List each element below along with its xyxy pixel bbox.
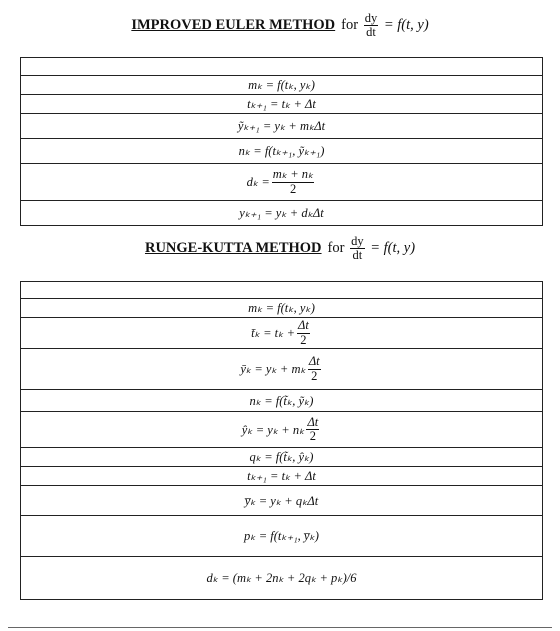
equation-cell bbox=[21, 95, 543, 114]
equation-row bbox=[21, 467, 543, 486]
rk-derivative-num: dy bbox=[351, 234, 364, 248]
equation-lhs: ŷₖ = yₖ + nₖ bbox=[241, 422, 305, 437]
euler-title: IMPROVED EULER METHOD bbox=[131, 16, 336, 33]
equation-lhs: ȳₖ = yₖ + mₖ bbox=[240, 362, 306, 376]
equation-row bbox=[21, 349, 543, 390]
rk-heading bbox=[0, 235, 560, 262]
equation-row bbox=[21, 114, 543, 139]
table-spacer-row bbox=[21, 282, 543, 299]
rk-derivative-fraction bbox=[350, 235, 365, 262]
equation-cell bbox=[21, 557, 543, 600]
fraction-numerator: Δt bbox=[298, 318, 309, 333]
equation-cell bbox=[21, 114, 543, 139]
equation-cell bbox=[21, 318, 543, 349]
equation-cell bbox=[21, 486, 543, 516]
table-spacer-cell bbox=[21, 58, 543, 76]
equation-fraction bbox=[297, 319, 310, 346]
equation-row bbox=[21, 201, 543, 226]
page-bottom-rule bbox=[8, 627, 552, 628]
equation-text: yₖ₊₁ = yₖ + dₖΔt bbox=[239, 206, 324, 221]
equation-text: y̅ₖ = yₖ + qₖΔt bbox=[244, 493, 319, 508]
equation-text: mₖ = f(tₖ, yₖ) bbox=[248, 301, 315, 316]
equation-cell bbox=[21, 139, 543, 164]
equation-row bbox=[21, 516, 543, 557]
equation-fraction bbox=[306, 416, 319, 443]
fraction-denominator: 2 bbox=[309, 429, 316, 443]
equation-text: tₖ₊₁ = tₖ + Δt bbox=[247, 469, 316, 484]
equation-row bbox=[21, 299, 543, 318]
fraction-numerator: mₖ + nₖ bbox=[272, 167, 314, 182]
equation-text: pₖ = f(tₖ₊₁, y̅ₖ) bbox=[244, 529, 319, 544]
rk-derivative-rhs: = f(t, y) bbox=[370, 239, 416, 256]
equation-row bbox=[21, 390, 543, 412]
rk-steps-table bbox=[20, 281, 543, 600]
table-spacer-cell bbox=[21, 282, 543, 299]
rk-for-word: for bbox=[327, 239, 345, 256]
equation-text: ỹₖ₊₁ = yₖ + mₖΔt bbox=[237, 119, 326, 134]
equation-fraction bbox=[272, 168, 315, 195]
fraction-denominator: 2 bbox=[289, 181, 297, 196]
equation-text: qₖ = f(t̃ₖ, ŷₖ) bbox=[249, 450, 314, 465]
rk-title: RUNGE-KUTTA METHOD bbox=[144, 239, 322, 256]
euler-steps-table bbox=[20, 57, 543, 226]
euler-derivative-fraction bbox=[364, 12, 379, 39]
equation-text: nₖ = f(t̃ₖ, ỹₖ) bbox=[249, 393, 314, 408]
equation-fraction bbox=[308, 355, 321, 382]
euler-derivative-num: dy bbox=[364, 11, 378, 25]
rk-derivative-den: dt bbox=[352, 248, 363, 263]
equation-row bbox=[21, 164, 543, 201]
euler-for-word: for bbox=[341, 16, 359, 33]
equation-cell bbox=[21, 76, 543, 95]
equation-cell bbox=[21, 201, 543, 226]
equation-row bbox=[21, 139, 543, 164]
table-spacer-row bbox=[21, 58, 543, 76]
equation-row bbox=[21, 318, 543, 349]
fraction-numerator: Δt bbox=[308, 354, 320, 369]
equation-cell bbox=[21, 164, 543, 201]
equation-text: dₖ = (mₖ + 2nₖ + 2qₖ + pₖ)/6 bbox=[206, 571, 357, 586]
equation-cell bbox=[21, 516, 543, 557]
equation-lhs: dₖ = bbox=[246, 175, 270, 189]
equation-cell bbox=[21, 349, 543, 390]
equation-text: tₖ₊₁ = tₖ + Δt bbox=[247, 97, 316, 112]
equation-row bbox=[21, 486, 543, 516]
euler-derivative-den: dt bbox=[366, 25, 376, 40]
equation-row bbox=[21, 412, 543, 448]
equation-row bbox=[21, 76, 543, 95]
equation-text: nₖ = f(tₖ₊₁, ỹₖ₊₁) bbox=[238, 144, 325, 159]
euler-derivative-rhs: = f(t, y) bbox=[383, 16, 429, 33]
equation-cell bbox=[21, 299, 543, 318]
fraction-denominator: 2 bbox=[300, 332, 307, 347]
equation-text: mₖ = f(tₖ, yₖ) bbox=[248, 78, 315, 93]
equation-cell bbox=[21, 412, 543, 448]
equation-lhs: t̄ₖ = tₖ + bbox=[251, 326, 296, 340]
equation-cell bbox=[21, 467, 543, 486]
fraction-denominator: 2 bbox=[311, 368, 318, 383]
fraction-numerator: Δt bbox=[307, 414, 319, 429]
equation-row bbox=[21, 95, 543, 114]
equation-row bbox=[21, 448, 543, 467]
equation-row bbox=[21, 557, 543, 600]
equation-cell bbox=[21, 448, 543, 467]
equation-cell bbox=[21, 390, 543, 412]
euler-heading bbox=[0, 12, 560, 39]
